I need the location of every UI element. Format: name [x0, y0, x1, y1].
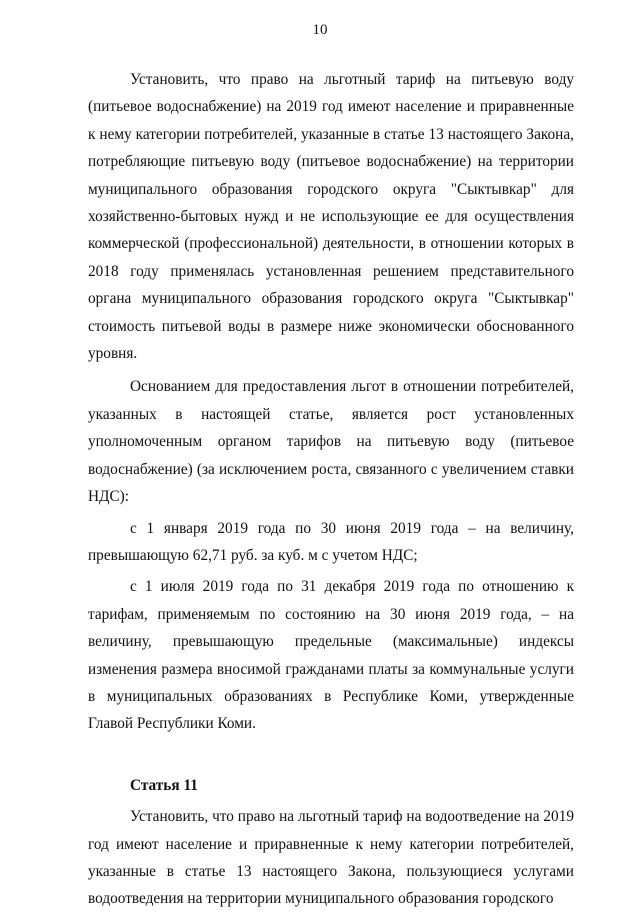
document-body — [88, 66, 574, 913]
paragraph-tariff-water: Установить, что право на льготный тариф на питьевую воду (питьевое водоснабжение) на 2019 год имеют население и приравненные к нему категории потребителей, указанные в статье 13 настоящего Закона, потребляющие питьевую воду (питьевое водоснабжение) на территории муниципального образования городского округа "Сыктывкар" для хозяйственно-бытовых нужд и не использующие ее для осуществления коммерческой (профессиональной) деятельности, в отношении которых в 2018 году применялась установленная решением представительного органа муниципального образования городского округа "Сыктывкар" стоимость питьевой воды в размере ниже экономически обоснованного уровня. — [88, 71, 574, 363]
paragraph-tariff-drainage: Установить, что право на льготный тариф на водоотведение на 2019 год имеют население и приравненные к нему категории потребителей, указанные в статье 13 настоящего Закона, пользующиеся услугами водоотведения на территории муниципального образования городского — [88, 808, 574, 908]
paragraph-period-second-half: с 1 июля 2019 года по 31 декабря 2019 года по отношению к тарифам, применяемым по состоянию на 30 июня 2019 года, – на величину, превышающую предельные (максимальные) индексы изменения размера вносимой гражданами платы за коммунальные услуги в муниципальных образованиях в Республике Коми, утвержденные Главой Республики Коми. — [88, 578, 574, 733]
paragraph-basis-benefits: Основанием для предоставления льгот в отношении потребителей, указанных в настоящей статье, является рост установленных уполномоченным органом тарифов на питьевую воду (питьевое водоснабжение) (за исключением роста, связанного с увеличением ставки НДС): — [88, 378, 574, 506]
page-number: 10 — [312, 22, 328, 38]
paragraph-period-first-half: с 1 января 2019 года по 30 июня 2019 года – на величину, превышающую 62,71 руб. за куб. м с учетом НДС; — [88, 519, 574, 564]
article-heading: Статья 11 — [130, 776, 198, 794]
